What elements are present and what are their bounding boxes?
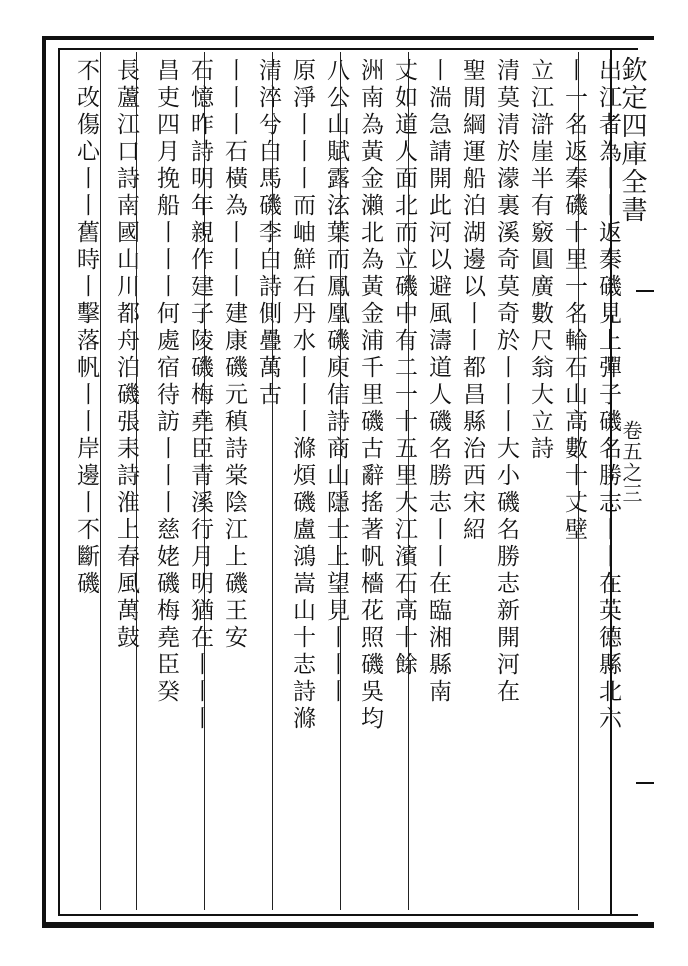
column-rule <box>578 52 579 910</box>
text-column: 石憶昨詩明年親作建子陵磯梅堯臣青溪行月明猶在丨丨丨 <box>187 58 213 733</box>
column-rule <box>408 52 409 910</box>
column-rule <box>100 52 101 910</box>
text-column: 長蘆江口詩南國山川都舟泊磯張耒詩淮上春風萬鼓 <box>113 58 139 652</box>
text-column: 不改傷心丨丨舊時丨擊落帆丨丨岸邊丨不斷磯 <box>73 58 99 598</box>
text-column: 丨一名返秦磯十里一名輪石山高數十丈壁 <box>561 58 587 544</box>
text-column: 洲南為黃金瀨北為黃金浦千里磯古辭搖著帆檣花照磯吳均 <box>357 58 383 733</box>
text-column: 丨丨丨石橫為丨丨丨建康磯元稹詩棠陰江上磯王安 <box>221 58 247 652</box>
column-rule <box>136 52 137 910</box>
text-column: 丈如道人面北而立磯中有二一十五里大江濱石高十餘 <box>391 58 417 679</box>
text-column: 立江滸崖半有竅圓廣數尺翁大立詩 <box>527 58 553 463</box>
margin-rule-top <box>636 290 654 292</box>
text-column: 八公山賦露泫葉而鳳凰磯庾信詩商山隱士上望見丨丨丨 <box>323 58 349 706</box>
text-column: 出江者為丨丨返秦磯見上彈子磯名勝志丨丨在英德縣北六 <box>595 58 621 733</box>
text-column: 聖閒綱運船泊湖邊以丨丨都昌縣治西宋紹 <box>459 58 485 544</box>
text-column: 清淬兮白馬磯李白詩側疊萬古 <box>255 58 281 409</box>
text-column: 清莫清於濛裏溪奇莫奇於丨丨丨大小磯名勝志新開河在 <box>493 58 519 706</box>
column-rule <box>204 52 205 910</box>
text-column: 原淨丨丨丨而岫鮮石丹水丨丨丨滌煩磯盧鴻嵩山十志詩滌 <box>289 58 315 733</box>
text-column: 昌吏四月挽船丨丨丨何處宿待訪丨丨丨慈姥磯梅堯臣癸 <box>153 58 179 706</box>
column-rule <box>340 52 341 910</box>
running-head-text: 欽定四庫全書 <box>617 56 647 224</box>
text-column: 丨湍急請開此河以避風濤道人磯名勝志丨丨在臨湘縣南 <box>425 58 451 706</box>
juan-label-text: 卷五之三 <box>619 420 643 504</box>
column-rule <box>272 52 273 910</box>
margin-rule-bottom <box>636 782 654 784</box>
